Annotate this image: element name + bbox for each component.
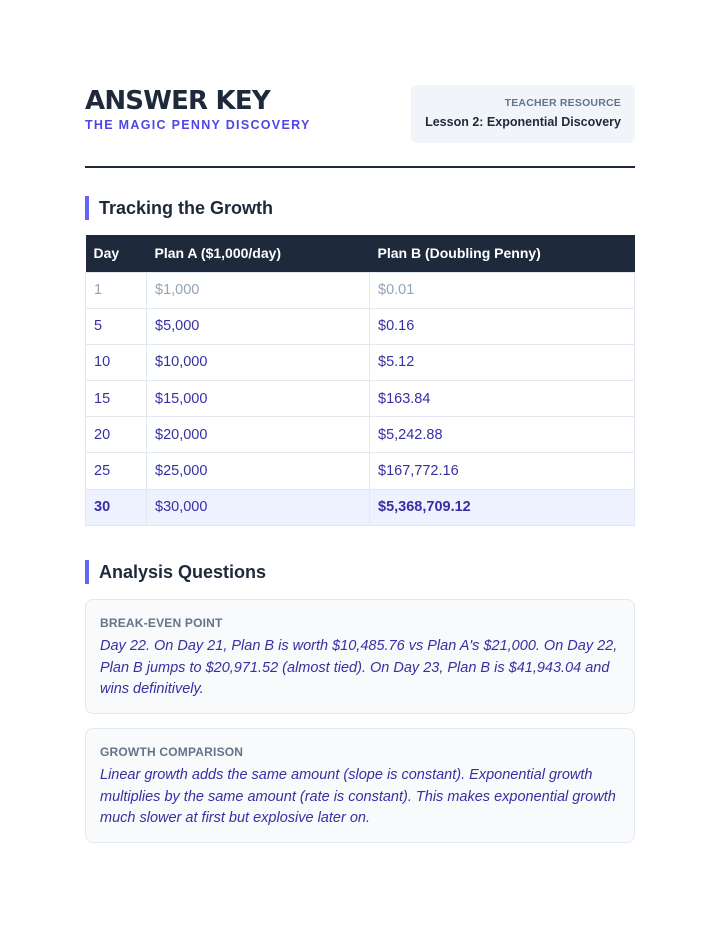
growth-comparison-card (85, 728, 635, 843)
plan-a-cell: $1,000 (147, 272, 370, 308)
day-cell: 15 (86, 381, 147, 417)
day-cell: 5 (86, 308, 147, 344)
analysis-heading: Analysis Questions (85, 560, 266, 584)
table-row (86, 308, 635, 344)
page-header (85, 84, 635, 168)
table-row-final (86, 489, 635, 525)
day-cell: 20 (86, 417, 147, 453)
resource-info-box (411, 85, 635, 143)
plan-b-cell: $0.16 (370, 308, 635, 344)
plan-b-cell: $5,242.88 (370, 417, 635, 453)
day-cell: 30 (86, 489, 147, 525)
resource-label: TEACHER RESOURCE (504, 97, 621, 109)
page-subtitle: THE MAGIC PENNY DISCOVERY (85, 118, 311, 132)
tracking-heading: Tracking the Growth (85, 196, 273, 220)
plan-b-cell: $0.01 (370, 272, 635, 308)
table-row (86, 272, 635, 308)
break-even-card (85, 599, 635, 714)
lesson-title: Lesson 2: Exponential Discovery (425, 115, 621, 129)
growth-table (85, 235, 635, 526)
plan-b-cell: $167,772.16 (370, 453, 635, 489)
column-header-plan-a: Plan A ($1,000/day) (147, 235, 370, 272)
table-row (86, 344, 635, 380)
plan-a-cell: $5,000 (147, 308, 370, 344)
card-answer-text: Day 22. On Day 21, Plan B is worth $10,485.76 vs Plan A's $21,000. On Day 22, Plan B jumps to $20,971.52 (almost tied). On Day 23, Plan B is $41,943.04 and wins definitively. (100, 638, 618, 697)
plan-a-cell: $25,000 (147, 453, 370, 489)
plan-a-cell: $30,000 (147, 489, 370, 525)
table-row (86, 417, 635, 453)
plan-b-cell: $5.12 (370, 344, 635, 380)
day-cell: 1 (86, 272, 147, 308)
card-answer-text: Linear growth adds the same amount (slope is constant). Exponential growth multiplies by the same amount (rate is constant). This makes exponential growth much slower at first but explosive later on. (100, 767, 616, 826)
column-header-day: Day (86, 235, 147, 272)
plan-b-cell: $163.84 (370, 381, 635, 417)
day-cell: 10 (86, 344, 147, 380)
plan-a-cell: $15,000 (147, 381, 370, 417)
column-header-plan-b: Plan B (Doubling Penny) (370, 235, 635, 272)
page-title: ANSWER KEY (85, 86, 270, 116)
day-cell: 25 (86, 453, 147, 489)
plan-a-cell: $20,000 (147, 417, 370, 453)
table-row (86, 453, 635, 489)
card-label: GROWTH COMPARISON (100, 745, 244, 759)
plan-a-cell: $10,000 (147, 344, 370, 380)
plan-b-cell: $5,368,709.12 (370, 489, 635, 525)
table-header-row (86, 235, 635, 272)
table-row (86, 381, 635, 417)
card-label: BREAK-EVEN POINT (100, 616, 223, 630)
